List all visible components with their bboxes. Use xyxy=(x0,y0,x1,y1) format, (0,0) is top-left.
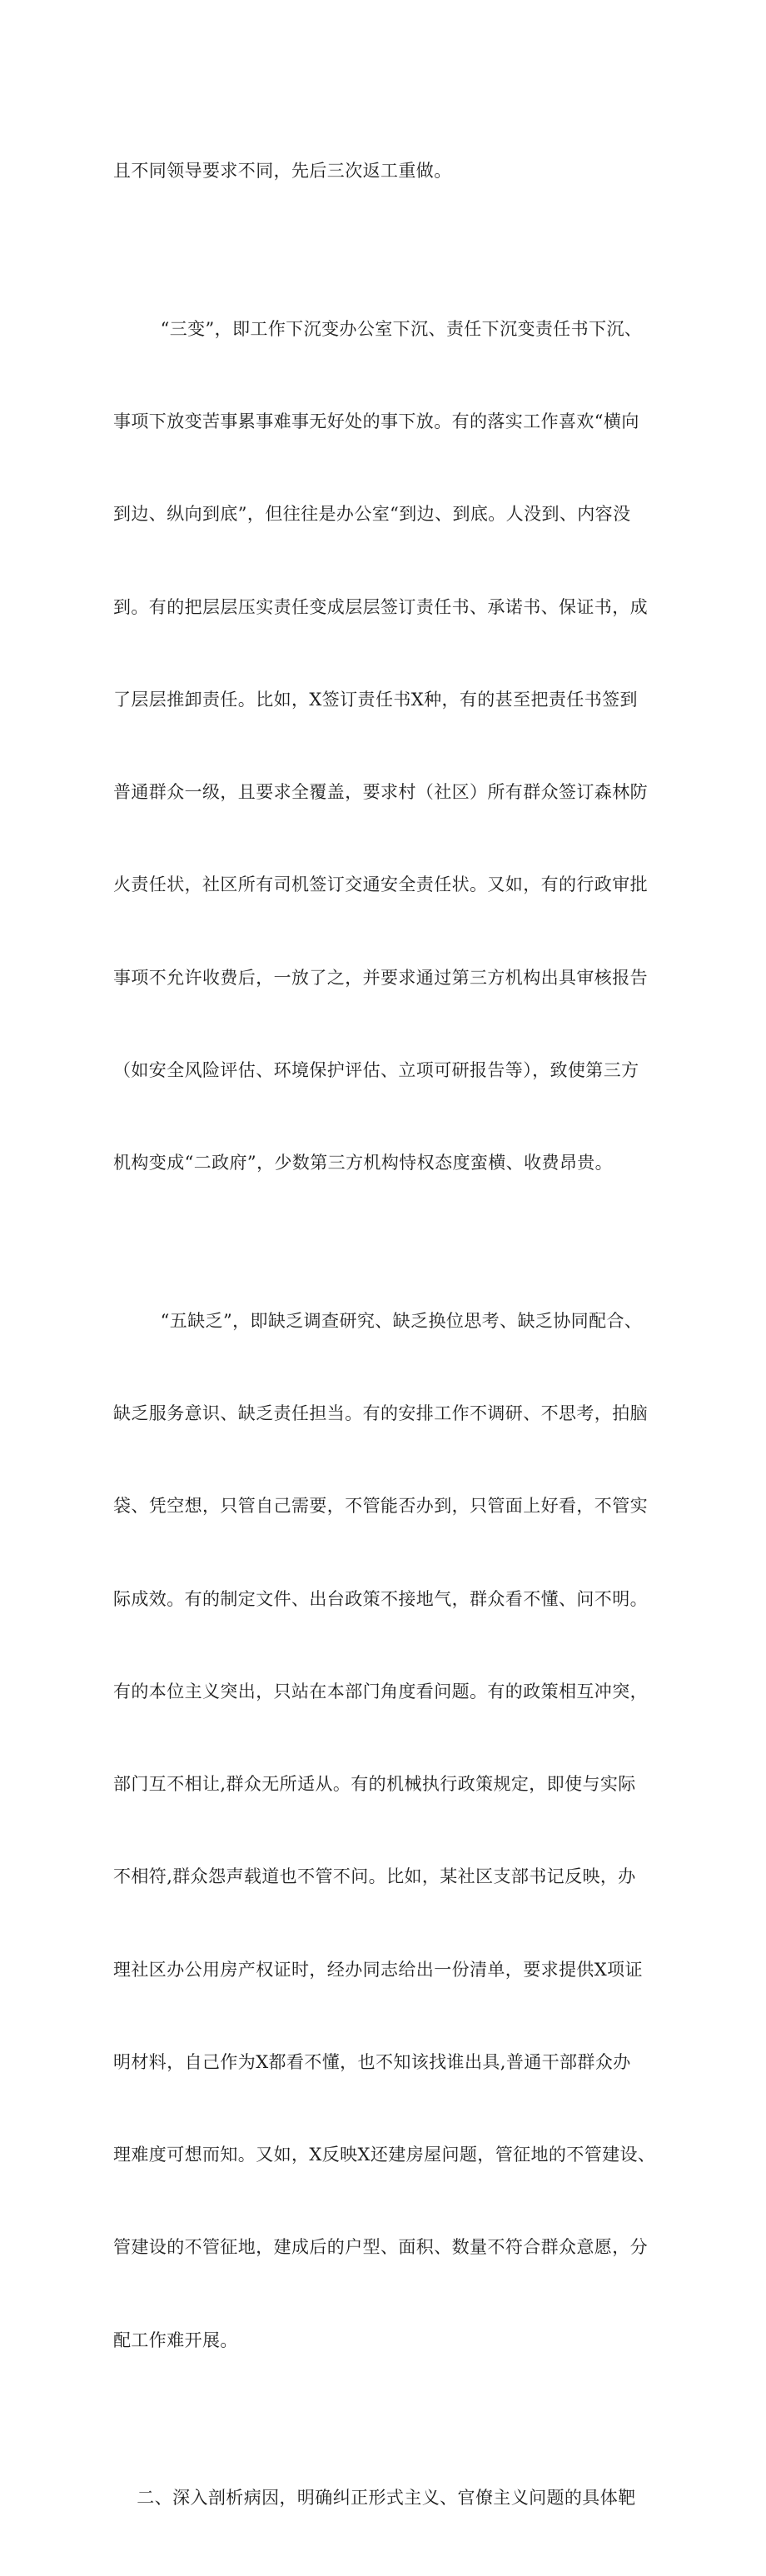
text-line: 明材料，自己作为X都看不懂，也不知该找谁出具,普通干部群众办 xyxy=(113,2051,631,2072)
text-line: 二、深入剖析病因，明确纠正形式主义、官僚主义问题的具体靶 xyxy=(113,2488,636,2509)
paragraph-continuation xyxy=(113,94,654,248)
text-line: “三变”，即工作下沉变办公室下沉、责任下沉变责任书下沉、 xyxy=(113,318,643,339)
text-line: 了层层推卸责任。比如，X签订责任书X种，有的甚至把责任书签到 xyxy=(113,689,638,710)
text-line: 有的本位主义突出，只站在本部门角度看问题。有的政策相互冲突， xyxy=(113,1681,648,1702)
text-line: 配工作难开展。 xyxy=(113,2329,238,2350)
text-line: 到边、纵向到底”，但往往是办公室“到边、到底。人没到、内容没 xyxy=(113,504,631,525)
text-line: 事项下放变苦事累事难事无好处的事下放。有的落实工作喜欢“横向 xyxy=(113,411,639,431)
text-line: 袋、凭空想，只管自己需要，不管能否办到，只管面上好看，不管实 xyxy=(113,1496,648,1517)
paragraph-wu-que-fa xyxy=(113,1243,654,2418)
text-line: 理难度可想而知。又如，X反映X还建房屋问题，管征地的不管建设、 xyxy=(113,2145,656,2165)
text-line: 且不同领导要求不同，先后三次返工重做。 xyxy=(113,161,452,182)
text-line: 火责任状，社区所有司机签订交通安全责任状。又如，有的行政审批 xyxy=(113,874,648,895)
document-body xyxy=(113,94,654,2576)
text-line: 机构变成“二政府”，少数第三方机构恃权态度蛮横、收费昂贵。 xyxy=(113,1153,614,1173)
text-line: “五缺乏”，即缺乏调查研究、缺乏换位思考、缺乏协同配合、 xyxy=(113,1310,643,1331)
text-line: 事项不允许收费后，一放了之，并要求通过第三方机构出具审核报告 xyxy=(113,967,648,988)
text-line: 到。有的把层层压实责任变成层层签订责任书、承诺书、保证书，成 xyxy=(113,596,648,617)
section-heading-2 xyxy=(113,2421,654,2575)
text-line: 理社区办公用房产权证时，经办同志给出一份清单，要求提供X项证 xyxy=(113,1959,643,1980)
text-line: 部门互不相让,群众无所适从。有的机械执行政策规定，即使与实际 xyxy=(113,1774,636,1795)
text-line: 缺乏服务意识、缺乏责任担当。有的安排工作不调研、不思考，拍脑 xyxy=(113,1403,648,1423)
text-line: 际成效。有的制定文件、出台政策不接地气，群众看不懂、问不明。 xyxy=(113,1588,648,1609)
text-line: 管建设的不管征地，建成后的户型、面积、数量不符合群众意愿，分 xyxy=(113,2237,648,2258)
text-line: （如安全风险评估、环境保护评估、立项可研报告等），致使第三方 xyxy=(113,1059,639,1080)
paragraph-san-bian xyxy=(113,252,654,1240)
text-line: 不相符,群众怨声载道也不管不问。比如，某社区支部书记反映，办 xyxy=(113,1866,636,1887)
text-line: 普通群众一级，且要求全覆盖，要求村（社区）所有群众签订森林防 xyxy=(113,782,648,803)
